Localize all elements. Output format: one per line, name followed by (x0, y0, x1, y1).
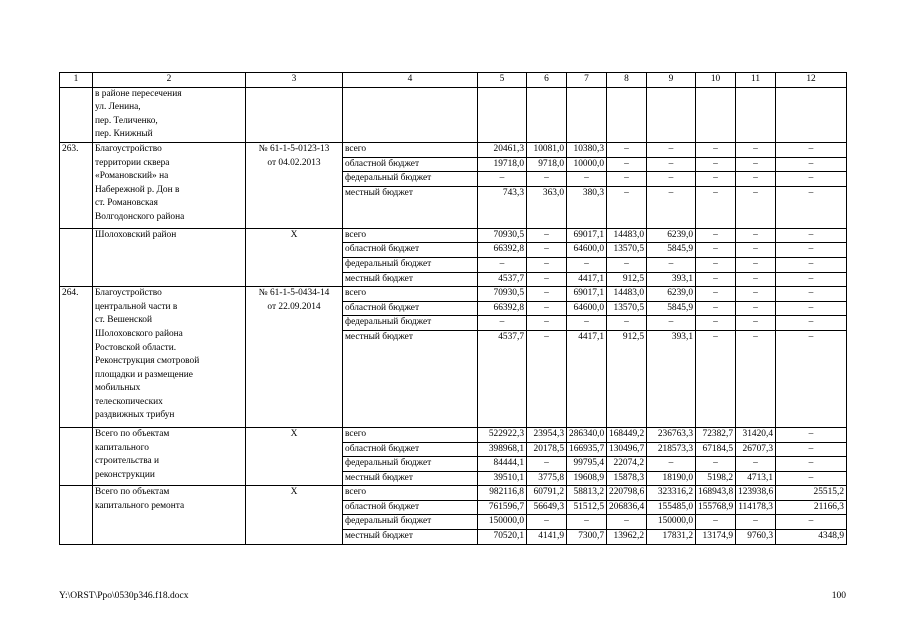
value-cell: 166935,7 (567, 442, 607, 457)
value-cell: – (736, 142, 776, 157)
value-cell: – (567, 316, 607, 331)
cell-line: Всего по объектам (95, 487, 170, 498)
value-cell: 19608,9 (567, 471, 607, 486)
value-cell: 155768,9 (696, 500, 736, 515)
funding-source-cell: всего (343, 427, 478, 442)
empty-cell (527, 87, 567, 142)
value-cell: 13570,5 (607, 301, 647, 316)
num-cell (60, 87, 93, 142)
cell-line: капитального ремонта (95, 500, 185, 511)
value-cell: – (736, 515, 776, 530)
value-cell: 168943,8 (696, 486, 736, 501)
empty-cell (607, 87, 647, 142)
cell-line: Ростовской области. (95, 342, 177, 353)
value-cell: – (647, 157, 696, 172)
value-cell: 123938,6 (736, 486, 776, 501)
value-cell: 26707,3 (736, 442, 776, 457)
document-cell: X (246, 427, 343, 485)
value-cell: 23954,3 (527, 427, 567, 442)
value-cell: – (696, 142, 736, 157)
value-cell: 84444,1 (478, 457, 527, 472)
value-cell: – (527, 243, 567, 258)
table-row (60, 228, 847, 243)
value-cell: – (776, 515, 847, 530)
value-cell: 7300,7 (567, 530, 607, 545)
value-cell: – (607, 257, 647, 272)
value-cell: – (776, 228, 847, 243)
cell-line: пер. Теличенко, (95, 115, 158, 126)
num-cell: 264. (60, 287, 93, 428)
cell-line: № 61-1-5-0123-13 (258, 143, 330, 154)
funding-source-cell: всего (343, 486, 478, 501)
value-cell: – (527, 257, 567, 272)
value-cell: – (647, 257, 696, 272)
funding-source-cell: областной бюджет (343, 500, 478, 515)
value-cell: 398968,1 (478, 442, 527, 457)
value-cell: 323316,2 (647, 486, 696, 501)
value-cell: – (478, 316, 527, 331)
value-cell: 69017,1 (567, 228, 607, 243)
value-cell: 761596,7 (478, 500, 527, 515)
value-cell: 70520,1 (478, 530, 527, 545)
value-cell: – (647, 457, 696, 472)
value-cell: 4141,9 (527, 530, 567, 545)
value-cell: 912,5 (607, 330, 647, 427)
value-cell: 67184,5 (696, 442, 736, 457)
funding-source-cell: местный бюджет (343, 330, 478, 427)
cell-line: «Романовский» на (95, 171, 169, 182)
funding-source-cell: местный бюджет (343, 471, 478, 486)
value-cell: 22074,2 (607, 457, 647, 472)
value-cell: 69017,1 (567, 287, 607, 302)
value-cell: – (696, 157, 736, 172)
table-row (60, 427, 847, 442)
cell-line: Всего по объектам (95, 428, 170, 439)
empty-cell (696, 87, 736, 142)
value-cell: – (647, 316, 696, 331)
value-cell: – (527, 272, 567, 287)
num-cell (60, 228, 93, 286)
value-cell: 70930,5 (478, 287, 527, 302)
cell-line: ул. Ленина, (95, 102, 141, 113)
value-cell: – (696, 330, 736, 427)
value-cell: – (478, 257, 527, 272)
value-cell: 19718,0 (478, 157, 527, 172)
footer-page-number: 100 (831, 591, 846, 601)
value-cell: – (527, 287, 567, 302)
funding-source-cell: местный бюджет (343, 186, 478, 228)
value-cell: – (696, 186, 736, 228)
value-cell: 4417,1 (567, 330, 607, 427)
value-cell: – (736, 287, 776, 302)
value-cell: 393,1 (647, 330, 696, 427)
value-cell: 6239,0 (647, 228, 696, 243)
value-cell: – (567, 515, 607, 530)
value-cell: 363,0 (527, 186, 567, 228)
document-cell (246, 142, 343, 228)
funding-source-cell: областной бюджет (343, 243, 478, 258)
value-cell: 58813,2 (567, 486, 607, 501)
cell-line: № 61-1-5-0434-14 (258, 288, 330, 299)
value-cell: 20461,3 (478, 142, 527, 157)
value-cell: 5845,9 (647, 301, 696, 316)
value-cell: 64600,0 (567, 243, 607, 258)
value-cell: – (736, 457, 776, 472)
cell-line: Благоустройство (95, 143, 162, 154)
value-cell: – (736, 157, 776, 172)
value-cell: 4348,9 (776, 530, 847, 545)
value-cell: – (647, 186, 696, 228)
cell-line: телескопических (95, 396, 163, 407)
value-cell: 99795,4 (567, 457, 607, 472)
empty-cell (343, 87, 478, 142)
cell-line: реконструкции (95, 469, 155, 480)
value-cell: – (527, 316, 567, 331)
value-cell: – (776, 243, 847, 258)
funding-source-cell: федеральный бюджет (343, 257, 478, 272)
object-name-cell (93, 87, 246, 142)
value-cell: 150000,0 (647, 515, 696, 530)
object-name-cell (93, 486, 246, 544)
value-cell: 60791,2 (527, 486, 567, 501)
object-name-cell (93, 142, 246, 228)
value-cell: 380,3 (567, 186, 607, 228)
value-cell: 10000,0 (567, 157, 607, 172)
value-cell: 51512,5 (567, 500, 607, 515)
value-cell: – (736, 228, 776, 243)
header-row (60, 73, 847, 88)
cell-line: Благоустройство (95, 288, 162, 299)
value-cell: – (567, 257, 607, 272)
value-cell: 20178,5 (527, 442, 567, 457)
value-cell: 13570,5 (607, 243, 647, 258)
value-cell: – (696, 243, 736, 258)
value-cell: – (607, 515, 647, 530)
cell-line: в районе пересечения (95, 88, 182, 99)
table-row (60, 486, 847, 501)
cell-line: площадки и размещение (95, 369, 193, 380)
value-cell: – (607, 157, 647, 172)
value-cell: – (696, 228, 736, 243)
empty-cell (567, 87, 607, 142)
value-cell: 4713,1 (736, 471, 776, 486)
value-cell: 70930,5 (478, 228, 527, 243)
cell-line: раздвижных трибун (95, 410, 175, 421)
value-cell: 10081,0 (527, 142, 567, 157)
value-cell: – (527, 172, 567, 187)
funding-source-cell: всего (343, 228, 478, 243)
value-cell: – (776, 442, 847, 457)
value-cell: 25515,2 (776, 486, 847, 501)
value-cell: – (776, 471, 847, 486)
value-cell: – (527, 301, 567, 316)
value-cell: – (736, 272, 776, 287)
funding-source-cell: всего (343, 142, 478, 157)
value-cell: – (736, 186, 776, 228)
value-cell: 66392,8 (478, 301, 527, 316)
value-cell: 5845,9 (647, 243, 696, 258)
funding-source-cell: всего (343, 287, 478, 302)
value-cell: 13962,2 (607, 530, 647, 545)
header-cell: 2 (93, 73, 246, 88)
value-cell: – (776, 301, 847, 316)
header-cell: 3 (246, 73, 343, 88)
value-cell: 114178,3 (736, 500, 776, 515)
value-cell: 13174,9 (696, 530, 736, 545)
table-row (60, 87, 847, 142)
table-row (60, 287, 847, 302)
header-cell: 4 (343, 73, 478, 88)
value-cell: – (776, 172, 847, 187)
header-cell: 10 (696, 73, 736, 88)
value-cell: – (607, 142, 647, 157)
document-cell (246, 287, 343, 428)
funding-source-cell: областной бюджет (343, 301, 478, 316)
value-cell: 10380,3 (567, 142, 607, 157)
header-cell: 12 (776, 73, 847, 88)
value-cell: – (647, 142, 696, 157)
value-cell: 168449,2 (607, 427, 647, 442)
value-cell: 15878,3 (607, 471, 647, 486)
cell-line: Волгодонского района (95, 211, 185, 222)
value-cell: 5198,2 (696, 471, 736, 486)
value-cell: – (478, 172, 527, 187)
value-cell: – (736, 316, 776, 331)
value-cell: 31420,4 (736, 427, 776, 442)
value-cell: – (776, 316, 847, 331)
value-cell: 4417,1 (567, 272, 607, 287)
table-row (60, 142, 847, 157)
object-name-cell: Шолоховский район (93, 228, 246, 286)
value-cell: 21166,3 (776, 500, 847, 515)
value-cell: 130496,7 (607, 442, 647, 457)
footer-file-path: Y:\ORST\Ppo\0530p346.f18.docx (59, 591, 189, 601)
header-cell: 11 (736, 73, 776, 88)
value-cell: – (776, 157, 847, 172)
value-cell: – (696, 301, 736, 316)
value-cell: – (776, 427, 847, 442)
value-cell: 4537,7 (478, 330, 527, 427)
value-cell: – (736, 330, 776, 427)
cell-line: капитального (95, 442, 149, 453)
value-cell: – (776, 142, 847, 157)
value-cell: 155485,0 (647, 500, 696, 515)
header-cell: 8 (607, 73, 647, 88)
cell-line: строительства и (95, 456, 160, 467)
cell-line: от 04.02.2013 (267, 157, 321, 168)
empty-cell (736, 87, 776, 142)
value-cell: 150000,0 (478, 515, 527, 530)
value-cell: 912,5 (607, 272, 647, 287)
document-cell: X (246, 228, 343, 286)
funding-source-cell: федеральный бюджет (343, 457, 478, 472)
value-cell: 393,1 (647, 272, 696, 287)
value-cell: – (696, 316, 736, 331)
value-cell: – (696, 287, 736, 302)
value-cell: 39510,1 (478, 471, 527, 486)
value-cell: – (696, 272, 736, 287)
value-cell: 982116,8 (478, 486, 527, 501)
cell-line: мобильных (95, 383, 141, 394)
value-cell: – (696, 457, 736, 472)
value-cell: 9760,3 (736, 530, 776, 545)
value-cell: – (736, 257, 776, 272)
num-cell (60, 486, 93, 544)
value-cell: 18190,0 (647, 471, 696, 486)
budget-table (59, 72, 847, 545)
value-cell: 4537,7 (478, 272, 527, 287)
funding-source-cell: местный бюджет (343, 530, 478, 545)
value-cell: – (776, 287, 847, 302)
value-cell: – (776, 330, 847, 427)
value-cell: – (736, 172, 776, 187)
value-cell: – (696, 515, 736, 530)
cell-line: от 22.09.2014 (267, 301, 321, 312)
value-cell: 206836,4 (607, 500, 647, 515)
value-cell: 56649,3 (527, 500, 567, 515)
value-cell: 522922,3 (478, 427, 527, 442)
empty-cell (246, 87, 343, 142)
value-cell: – (647, 172, 696, 187)
value-cell: – (696, 172, 736, 187)
value-cell: – (776, 272, 847, 287)
cell-line: Шолоховского района (95, 328, 183, 339)
value-cell: – (607, 316, 647, 331)
value-cell: – (607, 186, 647, 228)
cell-line: ст. Вешенской (95, 315, 152, 326)
empty-cell (478, 87, 527, 142)
value-cell: 14483,0 (607, 287, 647, 302)
cell-line: центральной части в (95, 301, 178, 312)
value-cell: – (527, 330, 567, 427)
funding-source-cell: федеральный бюджет (343, 515, 478, 530)
value-cell: 64600,0 (567, 301, 607, 316)
object-name-cell (93, 427, 246, 485)
value-cell: – (696, 257, 736, 272)
value-cell: – (527, 228, 567, 243)
num-cell: 263. (60, 142, 93, 228)
value-cell: 9718,0 (527, 157, 567, 172)
value-cell: 6239,0 (647, 287, 696, 302)
value-cell: 286340,0 (567, 427, 607, 442)
cell-line: ст. Романовская (95, 198, 158, 209)
value-cell: 72382,7 (696, 427, 736, 442)
cell-line: пер. Книжный (95, 129, 153, 140)
cell-line: Набережной р. Дон в (95, 184, 180, 195)
document-cell: X (246, 486, 343, 544)
cell-line: Реконструкция смотровой (95, 356, 200, 367)
value-cell: 17831,2 (647, 530, 696, 545)
value-cell: – (736, 301, 776, 316)
value-cell: 14483,0 (607, 228, 647, 243)
value-cell: 220798,6 (607, 486, 647, 501)
header-cell: 9 (647, 73, 696, 88)
empty-cell (776, 87, 847, 142)
empty-cell (647, 87, 696, 142)
value-cell: – (567, 172, 607, 187)
funding-source-cell: федеральный бюджет (343, 172, 478, 187)
funding-source-cell: областной бюджет (343, 442, 478, 457)
funding-source-cell: федеральный бюджет (343, 316, 478, 331)
value-cell: 3775,8 (527, 471, 567, 486)
value-cell: – (527, 457, 567, 472)
value-cell: 236763,3 (647, 427, 696, 442)
value-cell: – (527, 515, 567, 530)
value-cell: – (736, 243, 776, 258)
funding-source-cell: областной бюджет (343, 157, 478, 172)
num-cell (60, 427, 93, 485)
header-cell: 6 (527, 73, 567, 88)
header-cell: 5 (478, 73, 527, 88)
value-cell: 218573,3 (647, 442, 696, 457)
header-cell: 1 (60, 73, 93, 88)
value-cell: – (776, 257, 847, 272)
value-cell: 66392,8 (478, 243, 527, 258)
value-cell: – (776, 457, 847, 472)
object-name-cell (93, 287, 246, 428)
cell-line: территории сквера (95, 157, 170, 168)
value-cell: 743,3 (478, 186, 527, 228)
value-cell: – (776, 186, 847, 228)
value-cell: – (607, 172, 647, 187)
header-cell: 7 (567, 73, 607, 88)
funding-source-cell: местный бюджет (343, 272, 478, 287)
